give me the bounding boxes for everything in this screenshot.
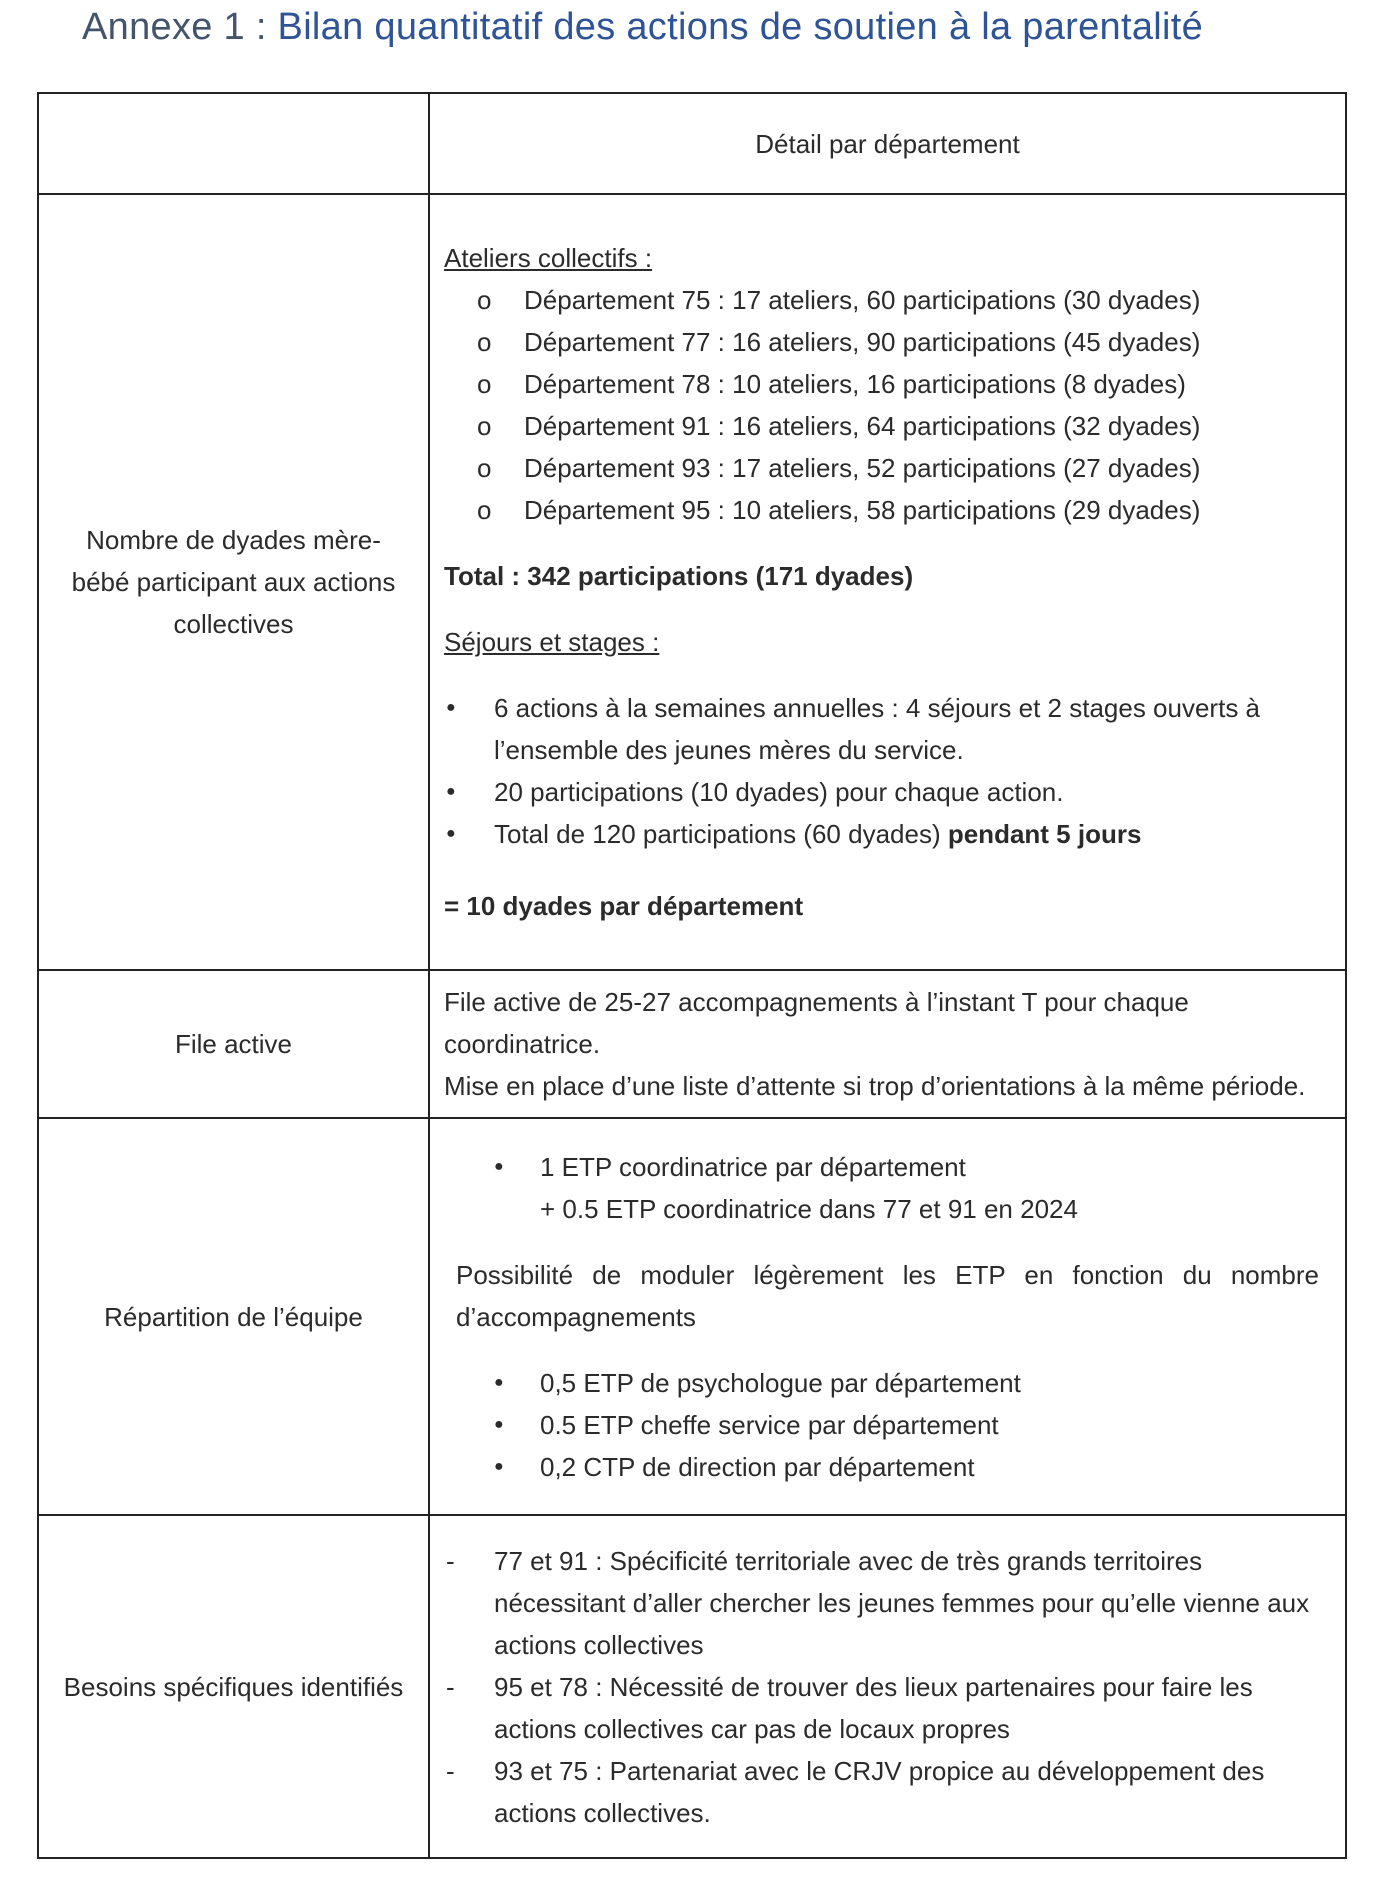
header-empty-cell [38, 93, 429, 194]
list-item: o Département 75 : 17 ateliers, 60 participations (30 dyades) [444, 279, 1331, 321]
row-label-dyades: Nombre de dyades mère-bébé participant aux actions collectives [38, 194, 429, 970]
file-active-line: File active de 25-27 accompagnements à l’instant T pour chaque coordinatrice. [444, 987, 1189, 1059]
besoins-list [444, 1540, 1331, 1834]
row-content-file-active [429, 970, 1346, 1118]
list-item: o Département 77 : 16 ateliers, 90 participations (45 dyades) [444, 321, 1331, 363]
sejours-list [444, 687, 1331, 855]
row-label-besoins: Besoins spécifiques identifiés [38, 1515, 429, 1858]
table-row-file-active [38, 970, 1346, 1118]
repartition-coord-list [444, 1146, 1331, 1188]
list-item: - 95 et 78 : Nécessité de trouver des lieux partenaires pour faire les actions collectives car pas de locaux propres [444, 1666, 1331, 1750]
list-item: o Département 78 : 10 ateliers, 16 participations (8 dyades) [444, 363, 1331, 405]
list-item: ● 0.5 ETP cheffe service par département [444, 1404, 1331, 1446]
title-main: Bilan quantitatif des actions de soutien à la parentalité [277, 6, 1204, 48]
list-item: ● 0,2 CTP de direction par département [444, 1446, 1331, 1488]
header-cell: Détail par département [429, 93, 1346, 194]
list-item: - 93 et 75 : Partenariat avec le CRJV propice au développement des actions collectives. [444, 1750, 1331, 1834]
table-row-besoins [38, 1515, 1346, 1858]
list-item [444, 813, 1331, 855]
ateliers-heading: Ateliers collectifs : [444, 243, 653, 273]
list-item: o Département 93 : 17 ateliers, 52 participations (27 dyades) [444, 447, 1331, 489]
sejours-heading: Séjours et stages : [444, 627, 660, 657]
repartition-paragraph: Possibilité de moduler légèrement les ETP en fonction du nombre d’accompagnements [456, 1259, 1319, 1332]
table-row-dyades [38, 194, 1346, 970]
list-item: ● 1 ETP coordinatrice par département [444, 1146, 1331, 1188]
list-item: ● 0,5 ETP de psychologue par département [444, 1362, 1331, 1404]
list-item: - 77 et 91 : Spécificité territoriale avec de très grands territoires nécessitant d’aller chercher les jeunes femmes pour qu’elle vienne aux actions collectives [444, 1540, 1331, 1666]
row-content-repartition [429, 1118, 1346, 1515]
file-active-line: Mise en place d’une liste d’attente si trop d’orientations à la même période. [444, 1071, 1306, 1101]
table-row-repartition [38, 1118, 1346, 1515]
ateliers-total: Total : 342 participations (171 dyades) [444, 561, 914, 591]
summary-table [37, 92, 1347, 1859]
list-item: ● 20 participations (10 dyades) pour chaque action. [444, 771, 1331, 813]
dyades-summary: = 10 dyades par département [444, 891, 804, 921]
title-prefix: Annexe 1 : [82, 6, 267, 48]
table-header-row [38, 93, 1346, 194]
page-title [82, 6, 1203, 49]
sejours-total-text: Total de 120 participations (60 dyades) [494, 819, 941, 849]
repartition-list [444, 1362, 1331, 1488]
list-item: o Département 91 : 16 ateliers, 64 participations (32 dyades) [444, 405, 1331, 447]
list-item: o Département 95 : 10 ateliers, 58 participations (29 dyades) [444, 489, 1331, 531]
row-content-besoins [429, 1515, 1346, 1858]
row-label-repartition: Répartition de l’équipe [38, 1118, 429, 1515]
list-item: ● 6 actions à la semaines annuelles : 4 séjours et 2 stages ouverts à l’ensemble des jeunes mères du service. [444, 687, 1331, 771]
ateliers-list [444, 279, 1331, 531]
row-content-dyades [429, 194, 1346, 970]
repartition-coord-sub: + 0.5 ETP coordinatrice dans 77 et 91 en 2024 [540, 1193, 1078, 1224]
sejours-total-bold: pendant 5 jours [947, 819, 1142, 849]
row-label-file-active: File active [38, 970, 429, 1118]
